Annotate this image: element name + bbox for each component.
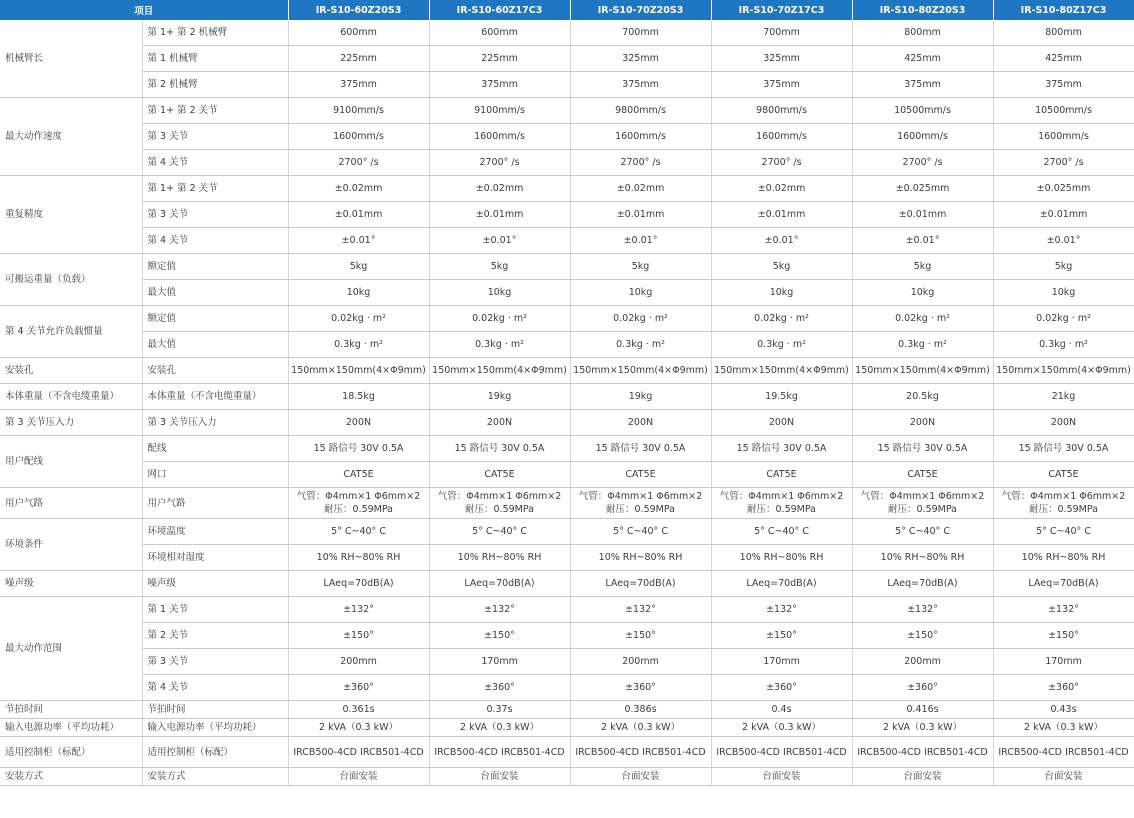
value-cell: 0.3kg · m² bbox=[288, 332, 429, 358]
table-row bbox=[0, 768, 1134, 786]
value-cell: ±0.01mm bbox=[570, 202, 711, 228]
value-cell: ±150° bbox=[993, 623, 1134, 649]
value-cell: 1600mm/s bbox=[711, 124, 852, 150]
table-row bbox=[0, 46, 1134, 72]
category-cell: 第 3 关节压入力 bbox=[0, 410, 142, 436]
value-cell: 2 kVA（0.3 kW） bbox=[711, 719, 852, 737]
value-cell: ±360° bbox=[711, 675, 852, 701]
value-cell: 0.4s bbox=[711, 701, 852, 719]
value-cell: ±360° bbox=[570, 675, 711, 701]
value-cell: 10kg bbox=[429, 280, 570, 306]
subitem-cell: 第 1 关节 bbox=[142, 597, 288, 623]
category-cell: 安装方式 bbox=[0, 768, 142, 786]
value-cell: LAeq=70dB(A) bbox=[993, 571, 1134, 597]
value-cell: 10kg bbox=[993, 280, 1134, 306]
subitem-cell: 安装方式 bbox=[142, 768, 288, 786]
header-model: IR-S10-80Z20S3 bbox=[852, 0, 993, 20]
value-cell: 15 路信号 30V 0.5A bbox=[429, 436, 570, 462]
subitem-cell: 第 1+ 第 2 关节 bbox=[142, 98, 288, 124]
value-cell: ±0.02mm bbox=[570, 176, 711, 202]
header-row bbox=[0, 0, 1134, 20]
subitem-cell: 第 3 关节 bbox=[142, 649, 288, 675]
category-cell: 最大动作速度 bbox=[0, 98, 142, 176]
table-row bbox=[0, 719, 1134, 737]
value-cell: 0.3kg · m² bbox=[852, 332, 993, 358]
value-cell: 0.02kg · m² bbox=[711, 306, 852, 332]
value-cell: 150mm×150mm(4×Φ9mm) bbox=[711, 358, 852, 384]
value-cell: ±0.01° bbox=[429, 228, 570, 254]
value-cell: 20.5kg bbox=[852, 384, 993, 410]
table-row bbox=[0, 462, 1134, 488]
value-cell: 5° C~40° C bbox=[993, 519, 1134, 545]
subitem-cell: 第 1+ 第 2 关节 bbox=[142, 176, 288, 202]
value-cell: ±0.01° bbox=[288, 228, 429, 254]
subitem-cell: 第 2 关节 bbox=[142, 623, 288, 649]
value-cell: 0.386s bbox=[570, 701, 711, 719]
subitem-cell: 第 1 机械臂 bbox=[142, 46, 288, 72]
value-cell: ±132° bbox=[288, 597, 429, 623]
table-row bbox=[0, 254, 1134, 280]
value-cell: 0.3kg · m² bbox=[993, 332, 1134, 358]
value-cell: IRCB500-4CD IRCB501-4CD bbox=[288, 737, 429, 768]
value-cell: 1600mm/s bbox=[570, 124, 711, 150]
category-cell: 环境条件 bbox=[0, 519, 142, 571]
value-cell: 375mm bbox=[429, 72, 570, 98]
value-cell: 2 kVA（0.3 kW） bbox=[429, 719, 570, 737]
value-cell: 1600mm/s bbox=[288, 124, 429, 150]
subitem-cell: 第 4 关节 bbox=[142, 150, 288, 176]
value-cell: LAeq=70dB(A) bbox=[852, 571, 993, 597]
value-cell: 5kg bbox=[429, 254, 570, 280]
value-cell: 0.3kg · m² bbox=[570, 332, 711, 358]
value-cell: 台面安装 bbox=[288, 768, 429, 786]
value-cell: 600mm bbox=[288, 20, 429, 46]
value-cell: 600mm bbox=[429, 20, 570, 46]
value-cell: 台面安装 bbox=[993, 768, 1134, 786]
value-cell: ±360° bbox=[993, 675, 1134, 701]
value-cell: 10% RH~80% RH bbox=[852, 545, 993, 571]
value-cell: 2700° /s bbox=[429, 150, 570, 176]
value-cell: 2700° /s bbox=[711, 150, 852, 176]
value-cell: 10% RH~80% RH bbox=[711, 545, 852, 571]
table-row bbox=[0, 623, 1134, 649]
table-row bbox=[0, 649, 1134, 675]
value-cell: ±150° bbox=[288, 623, 429, 649]
value-cell: ±0.01mm bbox=[711, 202, 852, 228]
value-cell: 375mm bbox=[570, 72, 711, 98]
value-cell: ±132° bbox=[711, 597, 852, 623]
subitem-cell: 适用控制柜（标配） bbox=[142, 737, 288, 768]
value-cell: 5kg bbox=[570, 254, 711, 280]
category-cell: 机械臂长 bbox=[0, 20, 142, 98]
value-cell: 5° C~40° C bbox=[429, 519, 570, 545]
value-cell: CAT5E bbox=[570, 462, 711, 488]
value-cell: 气管：Φ4mm×1 Φ6mm×2 耐压：0.59MPa bbox=[852, 488, 993, 519]
category-cell: 可搬运重量（负载） bbox=[0, 254, 142, 306]
value-cell: 9800mm/s bbox=[711, 98, 852, 124]
value-cell: 0.3kg · m² bbox=[711, 332, 852, 358]
table-row bbox=[0, 675, 1134, 701]
subitem-cell: 噪声级 bbox=[142, 571, 288, 597]
value-cell: 200N bbox=[429, 410, 570, 436]
value-cell: ±360° bbox=[429, 675, 570, 701]
value-cell: 800mm bbox=[993, 20, 1134, 46]
value-cell: 18.5kg bbox=[288, 384, 429, 410]
table-row bbox=[0, 306, 1134, 332]
table-row bbox=[0, 701, 1134, 719]
header-model: IR-S10-60Z20S3 bbox=[288, 0, 429, 20]
value-cell: 5° C~40° C bbox=[852, 519, 993, 545]
subitem-cell: 最大值 bbox=[142, 280, 288, 306]
subitem-cell: 环境温度 bbox=[142, 519, 288, 545]
table-row bbox=[0, 124, 1134, 150]
subitem-cell: 节拍时间 bbox=[142, 701, 288, 719]
value-cell: 375mm bbox=[711, 72, 852, 98]
table-row bbox=[0, 202, 1134, 228]
value-cell: ±0.01mm bbox=[288, 202, 429, 228]
category-cell: 噪声级 bbox=[0, 571, 142, 597]
table-row bbox=[0, 150, 1134, 176]
value-cell: 2 kVA（0.3 kW） bbox=[852, 719, 993, 737]
value-cell: 10500mm/s bbox=[852, 98, 993, 124]
header-model: IR-S10-70Z17C3 bbox=[711, 0, 852, 20]
value-cell: 1600mm/s bbox=[429, 124, 570, 150]
value-cell: 5kg bbox=[852, 254, 993, 280]
value-cell: CAT5E bbox=[852, 462, 993, 488]
value-cell: 800mm bbox=[852, 20, 993, 46]
category-cell: 安装孔 bbox=[0, 358, 142, 384]
category-cell: 重复精度 bbox=[0, 176, 142, 254]
value-cell: ±0.02mm bbox=[711, 176, 852, 202]
value-cell: 台面安装 bbox=[570, 768, 711, 786]
value-cell: 200N bbox=[993, 410, 1134, 436]
value-cell: 200mm bbox=[852, 649, 993, 675]
table-row bbox=[0, 737, 1134, 768]
value-cell: 2700° /s bbox=[993, 150, 1134, 176]
value-cell: 325mm bbox=[570, 46, 711, 72]
category-cell: 用户气路 bbox=[0, 488, 142, 519]
value-cell: 19.5kg bbox=[711, 384, 852, 410]
value-cell: ±0.01° bbox=[570, 228, 711, 254]
value-cell: 15 路信号 30V 0.5A bbox=[852, 436, 993, 462]
value-cell: CAT5E bbox=[288, 462, 429, 488]
value-cell: LAeq=70dB(A) bbox=[429, 571, 570, 597]
value-cell: 台面安装 bbox=[852, 768, 993, 786]
table-row bbox=[0, 519, 1134, 545]
value-cell: 0.02kg · m² bbox=[429, 306, 570, 332]
value-cell: 10% RH~80% RH bbox=[993, 545, 1134, 571]
value-cell: LAeq=70dB(A) bbox=[711, 571, 852, 597]
header-model: IR-S10-80Z17C3 bbox=[993, 0, 1134, 20]
value-cell: 200mm bbox=[570, 649, 711, 675]
subitem-cell: 第 3 关节 bbox=[142, 202, 288, 228]
value-cell: ±0.01mm bbox=[429, 202, 570, 228]
value-cell: 15 路信号 30V 0.5A bbox=[711, 436, 852, 462]
value-cell: 气管：Φ4mm×1 Φ6mm×2 耐压：0.59MPa bbox=[993, 488, 1134, 519]
value-cell: 2700° /s bbox=[852, 150, 993, 176]
table-row bbox=[0, 176, 1134, 202]
value-cell: ±0.025mm bbox=[993, 176, 1134, 202]
table-row bbox=[0, 358, 1134, 384]
category-cell: 输入电源功率（平均功耗） bbox=[0, 719, 142, 737]
table-row bbox=[0, 228, 1134, 254]
value-cell: 19kg bbox=[429, 384, 570, 410]
category-cell: 适用控制柜（标配） bbox=[0, 737, 142, 768]
value-cell: CAT5E bbox=[711, 462, 852, 488]
value-cell: 0.02kg · m² bbox=[288, 306, 429, 332]
value-cell: 150mm×150mm(4×Φ9mm) bbox=[570, 358, 711, 384]
value-cell: IRCB500-4CD IRCB501-4CD bbox=[429, 737, 570, 768]
value-cell: 10kg bbox=[852, 280, 993, 306]
value-cell: 5° C~40° C bbox=[711, 519, 852, 545]
header-model: IR-S10-70Z20S3 bbox=[570, 0, 711, 20]
value-cell: CAT5E bbox=[429, 462, 570, 488]
value-cell: 气管：Φ4mm×1 Φ6mm×2 耐压：0.59MPa bbox=[429, 488, 570, 519]
header-model: IR-S10-60Z17C3 bbox=[429, 0, 570, 20]
value-cell: 台面安装 bbox=[711, 768, 852, 786]
value-cell: ±0.01° bbox=[993, 228, 1134, 254]
value-cell: IRCB500-4CD IRCB501-4CD bbox=[993, 737, 1134, 768]
value-cell: 5kg bbox=[711, 254, 852, 280]
value-cell: 2700° /s bbox=[570, 150, 711, 176]
subitem-cell: 第 2 机械臂 bbox=[142, 72, 288, 98]
table-row bbox=[0, 98, 1134, 124]
value-cell: ±0.02mm bbox=[429, 176, 570, 202]
value-cell: 150mm×150mm(4×Φ9mm) bbox=[993, 358, 1134, 384]
value-cell: 200N bbox=[852, 410, 993, 436]
value-cell: ±150° bbox=[711, 623, 852, 649]
value-cell: 425mm bbox=[993, 46, 1134, 72]
value-cell: 15 路信号 30V 0.5A bbox=[993, 436, 1134, 462]
category-cell: 第 4 关节允许负载惯量 bbox=[0, 306, 142, 358]
subitem-cell: 安装孔 bbox=[142, 358, 288, 384]
value-cell: ±0.01° bbox=[852, 228, 993, 254]
value-cell: 1600mm/s bbox=[852, 124, 993, 150]
value-cell: ±0.01° bbox=[711, 228, 852, 254]
value-cell: 200mm bbox=[288, 649, 429, 675]
value-cell: 台面安装 bbox=[429, 768, 570, 786]
category-cell: 用户配线 bbox=[0, 436, 142, 488]
value-cell: 2 kVA（0.3 kW） bbox=[288, 719, 429, 737]
value-cell: 9100mm/s bbox=[288, 98, 429, 124]
subitem-cell: 第 4 关节 bbox=[142, 675, 288, 701]
value-cell: 425mm bbox=[852, 46, 993, 72]
value-cell: 10500mm/s bbox=[993, 98, 1134, 124]
category-cell: 节拍时间 bbox=[0, 701, 142, 719]
table-row bbox=[0, 545, 1134, 571]
value-cell: 9800mm/s bbox=[570, 98, 711, 124]
value-cell: 150mm×150mm(4×Φ9mm) bbox=[288, 358, 429, 384]
value-cell: 0.02kg · m² bbox=[570, 306, 711, 332]
value-cell: 气管：Φ4mm×1 Φ6mm×2 耐压：0.59MPa bbox=[570, 488, 711, 519]
value-cell: 0.416s bbox=[852, 701, 993, 719]
table-row bbox=[0, 410, 1134, 436]
value-cell: 700mm bbox=[570, 20, 711, 46]
value-cell: 2 kVA（0.3 kW） bbox=[570, 719, 711, 737]
value-cell: 10kg bbox=[570, 280, 711, 306]
value-cell: 150mm×150mm(4×Φ9mm) bbox=[429, 358, 570, 384]
value-cell: ±150° bbox=[570, 623, 711, 649]
subitem-cell: 配线 bbox=[142, 436, 288, 462]
value-cell: 170mm bbox=[993, 649, 1134, 675]
table-row bbox=[0, 280, 1134, 306]
value-cell: ±150° bbox=[429, 623, 570, 649]
value-cell: 10kg bbox=[288, 280, 429, 306]
category-cell: 最大动作范围 bbox=[0, 597, 142, 701]
value-cell: 10% RH~80% RH bbox=[429, 545, 570, 571]
value-cell: 0.43s bbox=[993, 701, 1134, 719]
value-cell: ±0.01mm bbox=[852, 202, 993, 228]
value-cell: 15 路信号 30V 0.5A bbox=[570, 436, 711, 462]
value-cell: ±132° bbox=[429, 597, 570, 623]
value-cell: ±132° bbox=[993, 597, 1134, 623]
value-cell: 2 kVA（0.3 kW） bbox=[993, 719, 1134, 737]
value-cell: IRCB500-4CD IRCB501-4CD bbox=[711, 737, 852, 768]
subitem-cell: 本体重量（不含电缆重量） bbox=[142, 384, 288, 410]
table-row bbox=[0, 20, 1134, 46]
value-cell: 0.3kg · m² bbox=[429, 332, 570, 358]
table-row bbox=[0, 332, 1134, 358]
value-cell: IRCB500-4CD IRCB501-4CD bbox=[570, 737, 711, 768]
value-cell: 200N bbox=[570, 410, 711, 436]
value-cell: 5kg bbox=[288, 254, 429, 280]
value-cell: 170mm bbox=[429, 649, 570, 675]
value-cell: 0.37s bbox=[429, 701, 570, 719]
value-cell: 200N bbox=[711, 410, 852, 436]
value-cell: 15 路信号 30V 0.5A bbox=[288, 436, 429, 462]
subitem-cell: 最大值 bbox=[142, 332, 288, 358]
value-cell: CAT5E bbox=[993, 462, 1134, 488]
subitem-cell: 第 3 关节 bbox=[142, 124, 288, 150]
value-cell: LAeq=70dB(A) bbox=[570, 571, 711, 597]
table-row bbox=[0, 72, 1134, 98]
value-cell: ±132° bbox=[852, 597, 993, 623]
table-body bbox=[0, 20, 1134, 786]
value-cell: ±0.01mm bbox=[993, 202, 1134, 228]
value-cell: ±360° bbox=[288, 675, 429, 701]
table-row bbox=[0, 384, 1134, 410]
table-row bbox=[0, 436, 1134, 462]
value-cell: LAeq=70dB(A) bbox=[288, 571, 429, 597]
value-cell: 5kg bbox=[993, 254, 1134, 280]
value-cell: IRCB500-4CD IRCB501-4CD bbox=[852, 737, 993, 768]
value-cell: 10% RH~80% RH bbox=[570, 545, 711, 571]
value-cell: 19kg bbox=[570, 384, 711, 410]
subitem-cell: 第 4 关节 bbox=[142, 228, 288, 254]
value-cell: 325mm bbox=[711, 46, 852, 72]
value-cell: 5° C~40° C bbox=[570, 519, 711, 545]
table-row bbox=[0, 597, 1134, 623]
value-cell: 气管：Φ4mm×1 Φ6mm×2 耐压：0.59MPa bbox=[711, 488, 852, 519]
value-cell: ±150° bbox=[852, 623, 993, 649]
value-cell: ±360° bbox=[852, 675, 993, 701]
value-cell: 150mm×150mm(4×Φ9mm) bbox=[852, 358, 993, 384]
value-cell: 700mm bbox=[711, 20, 852, 46]
category-cell: 本体重量（不含电缆重量） bbox=[0, 384, 142, 410]
subitem-cell: 第 1+ 第 2 机械臂 bbox=[142, 20, 288, 46]
value-cell: 气管：Φ4mm×1 Φ6mm×2 耐压：0.59MPa bbox=[288, 488, 429, 519]
value-cell: ±0.02mm bbox=[288, 176, 429, 202]
table-row bbox=[0, 488, 1134, 519]
header-item-label: 项目 bbox=[0, 0, 288, 20]
table-row bbox=[0, 571, 1134, 597]
value-cell: 375mm bbox=[288, 72, 429, 98]
value-cell: 0.361s bbox=[288, 701, 429, 719]
value-cell: 375mm bbox=[852, 72, 993, 98]
value-cell: 170mm bbox=[711, 649, 852, 675]
value-cell: ±132° bbox=[570, 597, 711, 623]
value-cell: 375mm bbox=[993, 72, 1134, 98]
value-cell: 1600mm/s bbox=[993, 124, 1134, 150]
value-cell: 225mm bbox=[288, 46, 429, 72]
value-cell: 5° C~40° C bbox=[288, 519, 429, 545]
subitem-cell: 用户气路 bbox=[142, 488, 288, 519]
value-cell: 10% RH~80% RH bbox=[288, 545, 429, 571]
subitem-cell: 额定值 bbox=[142, 306, 288, 332]
value-cell: 200N bbox=[288, 410, 429, 436]
value-cell: 225mm bbox=[429, 46, 570, 72]
value-cell: 21kg bbox=[993, 384, 1134, 410]
value-cell: 10kg bbox=[711, 280, 852, 306]
table-header bbox=[0, 0, 1134, 20]
subitem-cell: 输入电源功率（平均功耗） bbox=[142, 719, 288, 737]
value-cell: 0.02kg · m² bbox=[852, 306, 993, 332]
subitem-cell: 第 3 关节压入力 bbox=[142, 410, 288, 436]
value-cell: 2700° /s bbox=[288, 150, 429, 176]
value-cell: ±0.025mm bbox=[852, 176, 993, 202]
subitem-cell: 网口 bbox=[142, 462, 288, 488]
subitem-cell: 环境相对湿度 bbox=[142, 545, 288, 571]
subitem-cell: 额定值 bbox=[142, 254, 288, 280]
value-cell: 0.02kg · m² bbox=[993, 306, 1134, 332]
value-cell: 9100mm/s bbox=[429, 98, 570, 124]
